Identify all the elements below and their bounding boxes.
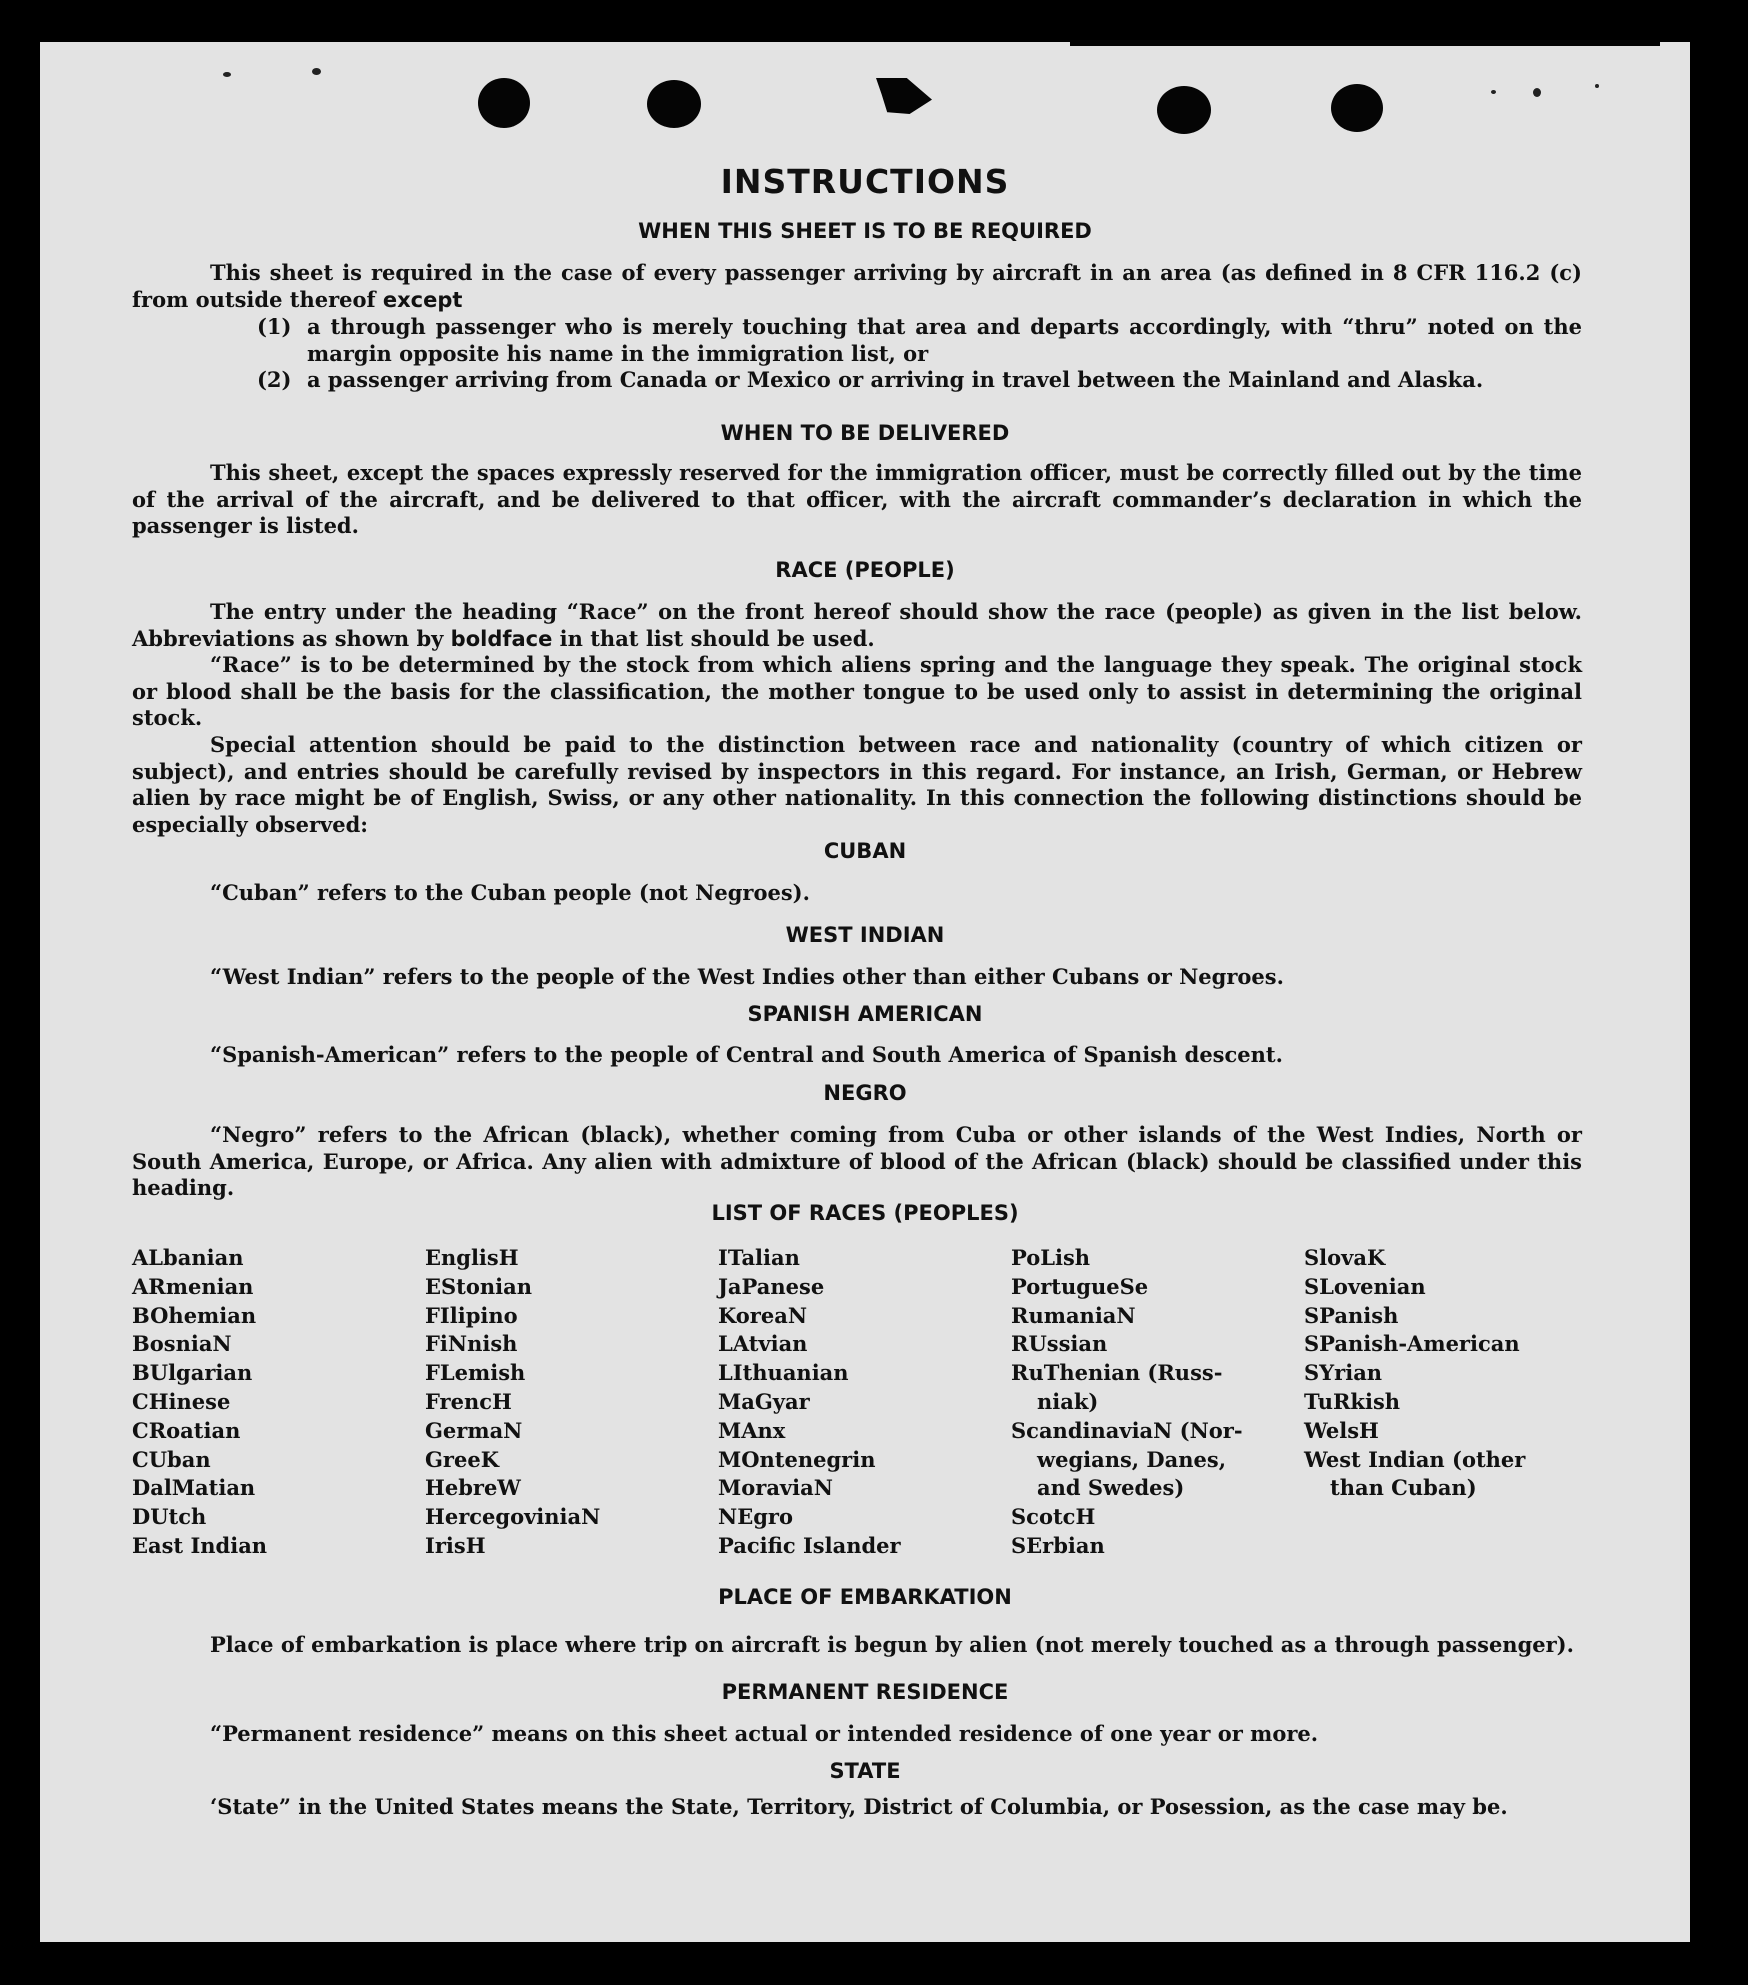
race-entry: Pacific Islander <box>718 1532 901 1558</box>
race-entry: SErbian <box>1011 1532 1105 1558</box>
race-entry: SLovenian <box>1304 1273 1426 1299</box>
race-entry: HebreW <box>425 1475 521 1501</box>
race-entry: ALbanian <box>132 1245 244 1270</box>
punch-hole <box>1331 84 1383 132</box>
race-entry: EnglisH <box>425 1245 519 1270</box>
paragraph-west-indian: “West Indian” refers to the people of the West Indies other than either Cubans or Negroes. <box>210 964 1284 989</box>
scan-edge-mark <box>1070 40 1660 46</box>
paragraph-race-1 <box>132 599 1582 652</box>
speck <box>312 68 321 75</box>
race-entry: FLemish <box>425 1360 526 1386</box>
race-entry: West Indian (other <box>1304 1446 1526 1472</box>
race-entry: MoraviaN <box>718 1475 833 1501</box>
list-item <box>257 314 1582 367</box>
race-entry: DalMatian <box>132 1475 256 1501</box>
heading-spanish-american: SPANISH AMERICAN <box>747 1002 983 1026</box>
punch-mark <box>876 78 932 114</box>
race-entry: FIlipino <box>425 1302 518 1328</box>
heading-race: RACE (PEOPLE) <box>775 558 955 582</box>
heading-negro: NEGRO <box>823 1081 907 1105</box>
race-entry: RumaniaN <box>1011 1302 1136 1328</box>
race-entry: MaGyar <box>718 1388 810 1414</box>
race-entry: PortugueSe <box>1011 1273 1149 1299</box>
race-entry: East Indian <box>132 1532 268 1558</box>
item-number: (1) <box>257 314 292 339</box>
race-text-a: The entry under the heading “Race” on the front hereof should show the race (people) as given in the list below. Abbreviations as shown by <box>132 599 1582 651</box>
races-list <box>132 1244 1632 1564</box>
races-column-4 <box>1011 1244 1301 1561</box>
race-entry: CUban <box>132 1446 211 1472</box>
paragraph-cuban: “Cuban” refers to the Cuban people (not Negroes). <box>210 880 810 905</box>
intro-emphasis: except <box>382 287 463 312</box>
race-entry: SlovaK <box>1304 1245 1386 1270</box>
race-entry-continued: wegians, Danes, <box>1037 1446 1226 1472</box>
item-text: a through passenger who is merely touching that area and departs accordingly, with “thru” noted on the margin opposite his name in the immigration list, or <box>307 314 1582 366</box>
race-entry: MAnx <box>718 1417 786 1443</box>
race-entry: CRoatian <box>132 1417 241 1443</box>
race-entry: BUlgarian <box>132 1360 253 1386</box>
paragraph-race-3: Special attention should be paid to the distinction between race and nationality (country of which citizen or subject), and entries should be carefully revised by inspectors in this regard. For instance, an Irish, German, or Hebrew alien by race might be of English, Swiss, or any other nationality. In this connection the following distinctions should be especially observed: <box>132 732 1582 837</box>
race-entry: JaPanese <box>718 1273 825 1299</box>
races-column-1 <box>132 1244 422 1561</box>
race-entry: BosniaN <box>132 1331 232 1357</box>
race-entry: SPanish <box>1304 1302 1399 1328</box>
paragraph-race-2: “Race” is to be determined by the stock from which aliens spring and the language they speak. The original stock or blood shall be the basis for the classification, the mother tongue to be used only to assist in determining the original stock. <box>132 652 1582 731</box>
race-text-b: in that list should be used. <box>559 625 875 651</box>
race-entry: RuThenian (Russ- <box>1011 1360 1223 1386</box>
race-entry: FiNnish <box>425 1331 518 1357</box>
heading-list-of-races: LIST OF RACES (PEOPLES) <box>711 1201 1019 1225</box>
heading-place-of-embarkation: PLACE OF EMBARKATION <box>718 1585 1012 1609</box>
race-entry: ScandinaviaN (Nor- <box>1011 1417 1243 1443</box>
item-text: a passenger arriving from Canada or Mexico or arriving in travel between the Mainland and Alaska. <box>307 367 1484 392</box>
race-entry: LIthuanian <box>718 1360 849 1386</box>
speck <box>1491 90 1496 94</box>
speck <box>1595 84 1599 88</box>
race-entry: FrencH <box>425 1388 512 1414</box>
race-entry: SPanish-American <box>1304 1331 1520 1357</box>
race-entry: DUtch <box>132 1504 207 1530</box>
heading-permanent-residence: PERMANENT RESIDENCE <box>721 1680 1009 1704</box>
punch-hole <box>1157 86 1211 134</box>
document-page <box>40 42 1690 1942</box>
punch-hole <box>647 80 701 128</box>
race-entry: GermaN <box>425 1417 523 1443</box>
race-entry: NEgro <box>718 1504 793 1530</box>
race-entry: KoreaN <box>718 1302 808 1328</box>
race-entry: TuRkish <box>1304 1388 1401 1414</box>
heading-when-required: WHEN THIS SHEET IS TO BE REQUIRED <box>638 219 1092 243</box>
speck <box>223 72 231 77</box>
race-emphasis: boldface <box>450 626 553 651</box>
race-entry: IrisH <box>425 1532 486 1558</box>
races-column-5 <box>1304 1244 1594 1503</box>
heading-cuban: CUBAN <box>823 839 907 863</box>
race-entry: HercegoviniaN <box>425 1504 601 1530</box>
paragraph-when-required <box>132 260 1582 313</box>
race-entry: PoLish <box>1011 1245 1091 1270</box>
race-entry-continued: than Cuban) <box>1330 1475 1477 1501</box>
heading-west-indian: WEST INDIAN <box>785 923 945 947</box>
page-title: INSTRUCTIONS <box>720 162 1010 201</box>
paragraph-when-delivered: This sheet, except the spaces expressly reserved for the immigration officer, must be correctly filled out by the time of the arrival of the aircraft, and be delivered to that officer, with the aircraft commander’s declaration in which the passenger is listed. <box>132 460 1582 539</box>
race-entry: RUssian <box>1011 1331 1108 1357</box>
punch-hole <box>478 78 530 128</box>
intro-text: This sheet is required in the case of every passenger arriving by aircraft in an area (as defined in 8 CFR 116.2 (c) from outside thereof <box>132 260 1582 312</box>
paragraph-permanent-residence: “Permanent residence” means on this sheet actual or intended residence of one year or more. <box>210 1721 1319 1746</box>
paragraph-state: ‘State” in the United States means the State, Territory, District of Columbia, or Posession, as the case may be. <box>210 1794 1508 1819</box>
race-entry: GreeK <box>425 1446 499 1472</box>
heading-state: STATE <box>829 1759 901 1783</box>
race-entry: CHinese <box>132 1388 231 1414</box>
list-item <box>257 367 1582 394</box>
paragraph-spanish-american: “Spanish-American” refers to the people of Central and South America of Spanish descent. <box>210 1042 1283 1067</box>
race-entry: WelsH <box>1304 1417 1379 1443</box>
races-column-2 <box>425 1244 715 1561</box>
race-entry: MOntenegrin <box>718 1446 876 1472</box>
race-entry-continued: niak) <box>1037 1388 1099 1414</box>
race-entry: ITalian <box>718 1245 800 1270</box>
speck <box>1533 88 1541 97</box>
race-entry-continued: and Swedes) <box>1037 1475 1185 1501</box>
race-entry: SYrian <box>1304 1360 1383 1386</box>
race-entry: LAtvian <box>718 1331 808 1357</box>
race-entry: ARmenian <box>132 1273 254 1299</box>
races-column-3 <box>718 1244 1008 1561</box>
race-entry: BOhemian <box>132 1302 257 1328</box>
heading-when-delivered: WHEN TO BE DELIVERED <box>720 421 1010 445</box>
race-entry: ScotcH <box>1011 1504 1096 1530</box>
paragraph-negro: “Negro” refers to the African (black), whether coming from Cuba or other islands of the West Indies, North or South America, Europe, or Africa. Any alien with admixture of blood of the African (black) should be classified under this heading. <box>132 1122 1582 1201</box>
item-number: (2) <box>257 367 292 392</box>
paragraph-place-of-embarkation: Place of embarkation is place where trip on aircraft is begun by alien (not merely touched as a through passenger). <box>210 1632 1574 1657</box>
race-entry: EStonian <box>425 1273 532 1299</box>
